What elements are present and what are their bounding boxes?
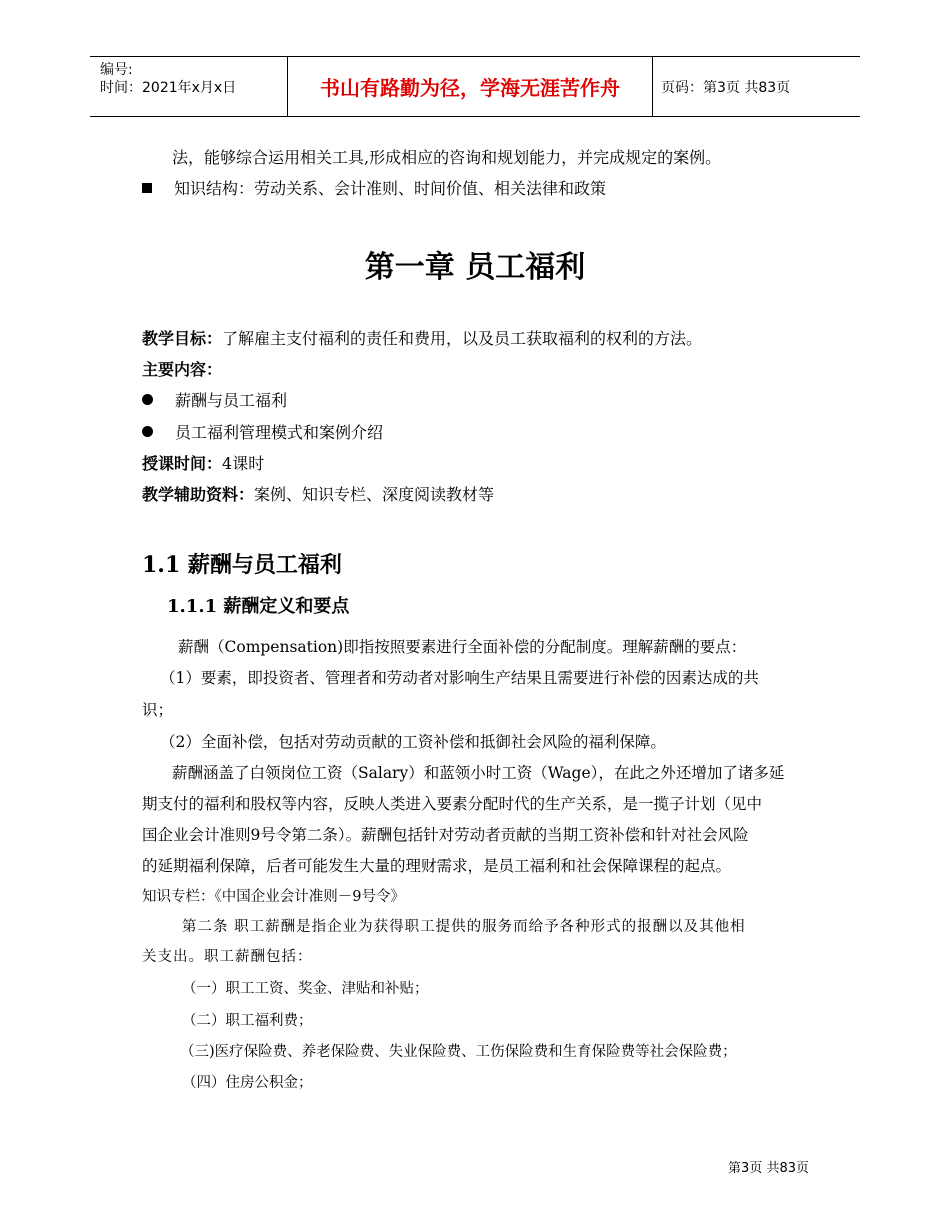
paragraph-point-2: （2）全面补偿，包括对劳动贡献的工资补偿和抵御社会风险的福利保障。	[160, 733, 666, 751]
page-header	[90, 56, 860, 117]
paragraph-definition: 薪酬（Compensation)即指按照要素进行全面补偿的分配制度。理解薪酬的要点：	[178, 638, 747, 656]
content-list-item-text: 薪酬与员工福利	[175, 391, 288, 410]
article-line: 第二条 职工薪酬是指企业为获得职工提供的服务而给予各种形式的报酬以及其他相	[182, 919, 746, 935]
paragraph-body-line: 国企业会计准则9号令第二条）。薪酬包括针对劳动者贡献的当期工资补偿和针对社会风险	[142, 826, 749, 844]
section-title: 1.1 薪酬与员工福利	[142, 552, 342, 578]
content-list-item	[142, 388, 287, 411]
paragraph-point-1-cont: 识；	[142, 701, 174, 719]
dot-bullet-icon	[142, 394, 153, 405]
teaching-materials-label: 教学辅助资料：	[142, 485, 255, 504]
knowledge-structure-item	[142, 176, 606, 199]
chapter-title: 第一章 员工福利	[364, 250, 586, 285]
content-list-item	[142, 420, 383, 443]
paragraph-body-line: 的延期福利保障，后者可能发生大量的理财需求，是员工福利和社会保障课程的起点。	[142, 857, 732, 875]
teaching-hours-label: 授课时间：	[142, 454, 223, 473]
paragraph-body-line: 期支付的福利和股权等内容，反映人类进入要素分配时代的生产关系，是一揽子计划（见中	[142, 795, 763, 813]
footer-page-number: 第3页 共83页	[728, 1161, 809, 1176]
teaching-goal-label: 教学目标：	[142, 329, 223, 348]
knowledge-box-title: 知识专栏：《中国企业会计准则－9号令》	[142, 889, 405, 905]
article-list-item: （二）职工福利费；	[182, 1013, 313, 1029]
content-list-item-text: 员工福利管理模式和案例介绍	[175, 423, 384, 442]
number-label: 编号:	[100, 62, 133, 78]
dot-bullet-icon	[142, 426, 153, 437]
main-content-label: 主要内容：	[142, 360, 223, 379]
teaching-goal	[142, 326, 702, 349]
teaching-goal-text: 了解雇主支付福利的责任和费用，以及员工获取福利的权利的方法。	[222, 329, 703, 348]
teaching-materials	[142, 482, 494, 505]
teaching-materials-text: 案例、知识专栏、深度阅读教材等	[254, 485, 495, 504]
teaching-hours-text: 4课时	[222, 454, 265, 473]
header-page-number: 页码：第3页 共83页	[661, 79, 791, 96]
knowledge-structure-text: 知识结构：劳动关系、会计准则、时间价值、相关法律和政策	[174, 179, 607, 198]
square-bullet-icon	[142, 183, 152, 193]
article-line: 关支出。职工薪酬包括：	[142, 949, 313, 965]
paragraph-point-1: （1）要素，即投资者、管理者和劳动者对影响生产结果且需要进行补偿的因素达成的共	[160, 669, 759, 687]
paragraph-body-line: 薪酬涵盖了白领岗位工资（Salary）和蓝领小时工资（Wage），在此之外还增加了诸多延	[172, 764, 785, 782]
time-label: 时间：2021年x月x日	[100, 80, 237, 96]
article-list-item: （三)医疗保险费、养老保险费、失业保险费、工伤保险费和生育保险费等社会保险费；	[180, 1044, 737, 1060]
article-list-item: （一）职工工资、奖金、津贴和补贴；	[182, 981, 429, 997]
teaching-hours	[142, 451, 264, 474]
subsection-title: 1.1.1 薪酬定义和要点	[167, 596, 350, 617]
header-motto: 书山有路勤为径，学海无涯苦作舟	[287, 57, 653, 116]
header-meta	[90, 57, 287, 116]
article-list-item: （四）住房公积金；	[182, 1075, 313, 1091]
intro-line: 法，能够综合运用相关工具,形成相应的咨询和规划能力，并完成规定的案例。	[172, 148, 722, 167]
